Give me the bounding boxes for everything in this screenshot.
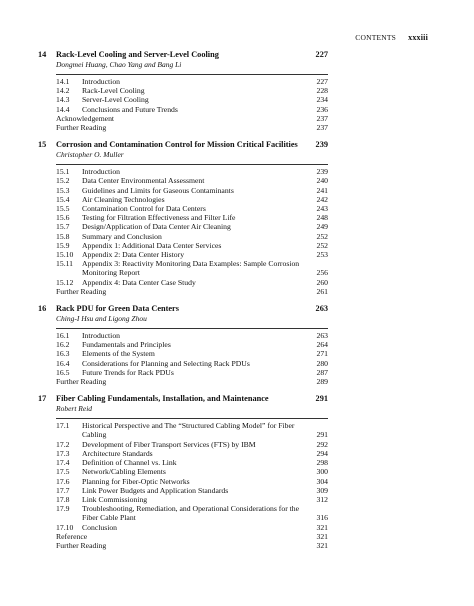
toc-entry xyxy=(38,278,328,287)
section-title: Further Reading xyxy=(56,123,107,133)
section-number: 15.1 xyxy=(56,167,70,177)
section-number: 15.7 xyxy=(56,222,70,232)
section-number: 15.10 xyxy=(56,250,74,260)
section-title: Introduction xyxy=(82,77,121,86)
toc-entry xyxy=(38,95,328,104)
section-title: Further Reading xyxy=(56,377,107,387)
section-page: 321 xyxy=(316,531,328,541)
section-title: Introduction xyxy=(82,331,121,341)
section-page: 271 xyxy=(316,349,328,359)
toc-entry xyxy=(38,458,328,467)
section-page: 289 xyxy=(316,377,328,387)
section-title: Further Reading xyxy=(56,540,107,550)
section-page: 249 xyxy=(316,222,328,232)
section-title: Testing for Filtration Effectiveness and Filter Life xyxy=(82,213,236,223)
chapter-page: 291 xyxy=(315,394,328,404)
section-title: Contamination Control for Data Centers xyxy=(82,204,206,214)
chapter-page: 227 xyxy=(315,50,328,59)
section-title: Troubleshooting, Remediation, and Operational Considerations for the Fiber Cable Plant xyxy=(82,504,300,523)
toc-entry xyxy=(38,359,328,368)
section-number: 17.9 xyxy=(56,504,70,514)
chapter-number: 14 xyxy=(38,50,47,59)
header-label: CONTENTS xyxy=(355,33,397,42)
chapter-heading xyxy=(38,394,328,404)
toc-entry xyxy=(38,440,328,449)
toc-entry xyxy=(38,541,328,550)
section-number: 17.2 xyxy=(56,439,70,449)
section-page: 243 xyxy=(316,204,328,214)
section-page: 252 xyxy=(316,231,328,241)
section-title: Fundamentals and Principles xyxy=(82,340,171,350)
section-number: 14.1 xyxy=(56,77,70,86)
section-page: 260 xyxy=(316,277,328,287)
section-number: 17.7 xyxy=(56,485,70,495)
section-title: Appendix 1: Additional Data Center Services xyxy=(82,240,222,250)
toc-entry xyxy=(38,195,328,204)
section-page: 304 xyxy=(316,476,328,486)
section-title: Appendix 4: Data Center Case Study xyxy=(82,277,196,287)
toc-entry xyxy=(38,532,328,541)
section-title: Link Commissioning xyxy=(82,494,148,504)
chapter-title: Corrosion and Contamination Control for Mission Critical Facilities xyxy=(56,140,298,150)
toc-entry xyxy=(38,486,328,495)
section-title: Server-Level Cooling xyxy=(82,95,149,105)
chapter-title: Rack PDU for Green Data Centers xyxy=(56,304,179,314)
section-page: 261 xyxy=(316,286,328,296)
running-header xyxy=(355,33,428,42)
toc-entry xyxy=(38,105,328,114)
section-page: 242 xyxy=(316,194,328,204)
toc-entry xyxy=(38,186,328,195)
toc-entry xyxy=(38,377,328,386)
section-title: Data Center Environmental Assessment xyxy=(82,176,205,186)
toc-entry xyxy=(38,504,328,522)
section-page: 252 xyxy=(316,240,328,250)
section-title: Conclusion xyxy=(82,522,118,532)
chapter-title: Rack-Level Cooling and Server-Level Cooling xyxy=(56,50,219,59)
toc-entry xyxy=(38,86,328,95)
section-title: Development of Fiber Transport Services (FTS) by IBM xyxy=(82,439,256,449)
chapter-heading xyxy=(38,304,328,314)
section-title: Summary and Conclusion xyxy=(82,231,162,241)
section-title: Elements of the System xyxy=(82,349,155,359)
toc-entry xyxy=(38,421,328,439)
table-of-contents xyxy=(38,50,328,558)
section-page: 264 xyxy=(316,340,328,350)
toc-entry xyxy=(38,222,328,231)
section-number: 15.12 xyxy=(56,277,74,287)
section-page: 291 xyxy=(316,430,328,440)
section-number: 14.4 xyxy=(56,104,70,114)
toc-entry xyxy=(38,250,328,259)
section-page: 287 xyxy=(316,367,328,377)
section-number: 17.6 xyxy=(56,476,70,486)
section-number: 16.5 xyxy=(56,367,70,377)
toc-entry xyxy=(38,114,328,123)
chapter-authors: Robert Reid xyxy=(56,404,93,414)
section-title: Rack-Level Cooling xyxy=(82,86,145,96)
chapter-number: 15 xyxy=(38,140,47,150)
section-title: Architecture Standards xyxy=(82,448,153,458)
section-page: 298 xyxy=(316,458,328,468)
section-page: 321 xyxy=(316,540,328,550)
chapter-authors: Dongmei Huang, Chao Yang and Bang Li xyxy=(56,60,182,69)
chapter-17 xyxy=(38,394,328,550)
chapter-14 xyxy=(38,50,328,132)
section-title: Considerations for Planning and Selecting Rack PDUs xyxy=(82,358,250,368)
section-title: Further Reading xyxy=(56,286,107,296)
toc-entry xyxy=(38,340,328,349)
section-title: Network/Cabling Elements xyxy=(82,467,166,477)
chapter-heading xyxy=(38,140,328,150)
section-number: 17.1 xyxy=(56,421,70,431)
section-page: 321 xyxy=(316,522,328,532)
toc-entry xyxy=(38,176,328,185)
section-page: 237 xyxy=(316,113,328,123)
header-page-number: xxxiii xyxy=(408,33,428,42)
section-title: Historical Perspective and The “Structured Cabling Model” for Fiber Cabling xyxy=(82,421,295,440)
divider xyxy=(56,164,328,165)
section-number: 15.8 xyxy=(56,231,70,241)
section-page: 240 xyxy=(316,176,328,186)
section-page: 239 xyxy=(316,167,328,177)
section-number: 15.5 xyxy=(56,204,70,214)
section-number: 17.4 xyxy=(56,458,70,468)
toc-entry xyxy=(38,349,328,358)
chapter-page: 263 xyxy=(315,304,328,314)
toc-entry xyxy=(38,123,328,132)
section-page: 253 xyxy=(316,250,328,260)
section-number: 15.9 xyxy=(56,240,70,250)
section-title: Future Trends for Rack PDUs xyxy=(82,367,174,377)
section-title: Introduction xyxy=(82,167,121,177)
chapter-authors: Ching-I Hsu and Ligong Zhou xyxy=(56,314,147,324)
section-number: 17.5 xyxy=(56,467,70,477)
toc-entry xyxy=(38,523,328,532)
chapter-heading xyxy=(38,50,328,60)
toc-entry xyxy=(38,477,328,486)
section-number: 17.10 xyxy=(56,522,74,532)
section-number: 16.4 xyxy=(56,358,70,368)
section-page: 248 xyxy=(316,213,328,223)
toc-entry xyxy=(38,232,328,241)
chapter-authors: Christopher O. Muller xyxy=(56,150,124,160)
chapter-number: 16 xyxy=(38,304,47,314)
chapter-title: Fiber Cabling Fundamentals, Installation, and Maintenance xyxy=(56,394,269,404)
section-number: 15.4 xyxy=(56,194,70,204)
section-page: 227 xyxy=(316,77,328,86)
section-title: Link Power Budgets and Application Standards xyxy=(82,485,229,495)
toc-entry xyxy=(38,449,328,458)
section-page: 292 xyxy=(316,439,328,449)
toc-entry xyxy=(38,241,328,250)
section-title: Guidelines and Limits for Gaseous Contaminants xyxy=(82,185,234,195)
section-page: 300 xyxy=(316,467,328,477)
section-number: 15.3 xyxy=(56,185,70,195)
chapter-16 xyxy=(38,304,328,386)
section-page: 309 xyxy=(316,485,328,495)
toc-entry xyxy=(38,167,328,176)
section-number: 16.3 xyxy=(56,349,70,359)
section-page: 234 xyxy=(316,95,328,105)
section-title: Appendix 2: Data Center History xyxy=(82,250,185,260)
toc-entry xyxy=(38,213,328,222)
section-number: 17.3 xyxy=(56,448,70,458)
toc-entry xyxy=(38,495,328,504)
section-page: 256 xyxy=(316,268,328,278)
divider xyxy=(56,418,328,419)
section-title: Reference xyxy=(56,531,88,541)
divider xyxy=(56,74,328,75)
divider xyxy=(56,328,328,329)
section-page: 294 xyxy=(316,448,328,458)
section-title: Design/Application of Data Center Air Cleaning xyxy=(82,222,231,232)
section-title: Conclusions and Future Trends xyxy=(82,104,178,114)
section-number: 15.2 xyxy=(56,176,70,186)
section-title: Air Cleaning Technologies xyxy=(82,194,165,204)
toc-entry xyxy=(38,467,328,476)
toc-entry xyxy=(38,259,328,277)
section-page: 263 xyxy=(316,331,328,341)
chapter-15 xyxy=(38,140,328,296)
chapter-page: 239 xyxy=(315,140,328,150)
section-page: 280 xyxy=(316,358,328,368)
section-number: 16.1 xyxy=(56,331,70,341)
section-title: Definition of Channel vs. Link xyxy=(82,458,177,468)
section-number: 14.2 xyxy=(56,86,70,96)
section-page: 228 xyxy=(316,86,328,96)
toc-entry xyxy=(38,287,328,296)
section-title: Planning for Fiber-Optic Networks xyxy=(82,476,190,486)
section-title: Appendix 3: Reactivity Monitoring Data Examples: Sample Corrosion Monitoring Report xyxy=(82,259,300,278)
section-number: 14.3 xyxy=(56,95,70,105)
section-page: 312 xyxy=(316,494,328,504)
toc-entry xyxy=(38,368,328,377)
section-title: Acknowledgement xyxy=(56,113,115,123)
toc-entry xyxy=(38,204,328,213)
section-number: 16.2 xyxy=(56,340,70,350)
section-number: 15.6 xyxy=(56,213,70,223)
section-page: 241 xyxy=(316,185,328,195)
section-page: 236 xyxy=(316,104,328,114)
section-number: 17.8 xyxy=(56,494,70,504)
section-number: 15.11 xyxy=(56,259,74,269)
section-page: 316 xyxy=(316,513,328,523)
toc-entry xyxy=(38,77,328,86)
toc-entry xyxy=(38,331,328,340)
section-page: 237 xyxy=(316,123,328,133)
chapter-number: 17 xyxy=(38,394,47,404)
